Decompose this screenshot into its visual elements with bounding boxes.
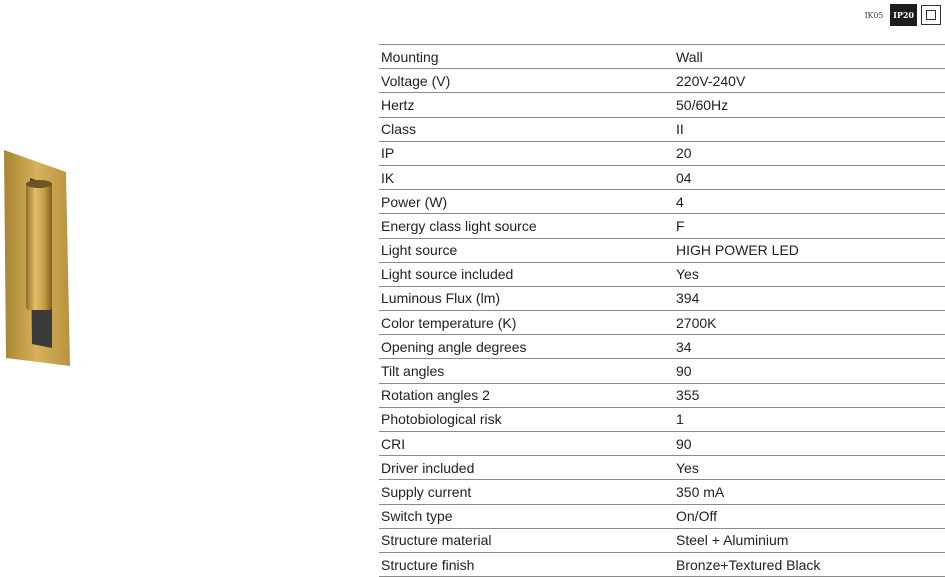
- spec-value: Yes: [674, 456, 945, 480]
- ip-rating-badge: IP20: [890, 4, 917, 26]
- spec-label: Light source included: [379, 262, 674, 286]
- table-row: [379, 93, 945, 117]
- spec-label: Switch type: [379, 504, 674, 528]
- spec-label: Mounting: [379, 45, 674, 69]
- spec-label: Class: [379, 117, 674, 141]
- table-row: [379, 456, 945, 480]
- table-row: [379, 262, 945, 286]
- spec-value: 4: [674, 190, 945, 214]
- table-row: [379, 504, 945, 528]
- spec-value: 04: [674, 165, 945, 189]
- spec-label: Supply current: [379, 480, 674, 504]
- spec-value: 20: [674, 141, 945, 165]
- spec-label: Rotation angles 2: [379, 383, 674, 407]
- spec-value: HIGH POWER LED: [674, 238, 945, 262]
- spec-value: 220V-240V: [674, 69, 945, 93]
- spec-value: 350 mA: [674, 480, 945, 504]
- spec-value: 355: [674, 383, 945, 407]
- spec-value: On/Off: [674, 504, 945, 528]
- spec-value: F: [674, 214, 945, 238]
- table-row: [379, 528, 945, 552]
- table-row: [379, 407, 945, 431]
- spec-label: Light source: [379, 238, 674, 262]
- spec-value: Steel + Aluminium: [674, 528, 945, 552]
- spec-value: 50/60Hz: [674, 93, 945, 117]
- table-row: [379, 45, 945, 69]
- table-row: [379, 335, 945, 359]
- class-ii-double-square-icon: [921, 5, 941, 25]
- spec-label: Hertz: [379, 93, 674, 117]
- table-row: [379, 238, 945, 262]
- spec-label: Energy class light source: [379, 214, 674, 238]
- table-row: [379, 383, 945, 407]
- product-image-wall-lamp: [0, 148, 72, 368]
- spec-value: 90: [674, 432, 945, 456]
- table-row: [379, 480, 945, 504]
- table-row: [379, 359, 945, 383]
- spec-label: Luminous Flux (lm): [379, 286, 674, 310]
- table-row: [379, 311, 945, 335]
- certification-badges: [865, 4, 941, 26]
- spec-label: Structure material: [379, 528, 674, 552]
- spec-value: 90: [674, 359, 945, 383]
- table-row: [379, 190, 945, 214]
- table-row: [379, 141, 945, 165]
- spec-value: II: [674, 117, 945, 141]
- spec-label: Power (W): [379, 190, 674, 214]
- table-row: [379, 117, 945, 141]
- spec-value: 34: [674, 335, 945, 359]
- lamp-tube: [26, 182, 52, 310]
- table-row: [379, 552, 945, 576]
- table-row: [379, 286, 945, 310]
- table-row: [379, 214, 945, 238]
- spec-value: Yes: [674, 262, 945, 286]
- ik-rating-badge: IK05: [864, 10, 884, 20]
- spec-label: IP: [379, 141, 674, 165]
- spec-label: Opening angle degrees: [379, 335, 674, 359]
- spec-label: Photobiological risk: [379, 407, 674, 431]
- spec-value: 2700K: [674, 311, 945, 335]
- table-row: [379, 432, 945, 456]
- spec-label: CRI: [379, 432, 674, 456]
- spec-value: Bronze+Textured Black: [674, 552, 945, 576]
- spec-value: Wall: [674, 45, 945, 69]
- table-row: [379, 69, 945, 93]
- spec-label: Tilt angles: [379, 359, 674, 383]
- spec-label: Driver included: [379, 456, 674, 480]
- spec-label: Color temperature (K): [379, 311, 674, 335]
- spec-label: IK: [379, 165, 674, 189]
- spec-value: 394: [674, 286, 945, 310]
- tube-top: [26, 180, 52, 188]
- specifications-table: [379, 44, 945, 577]
- spec-label: Structure finish: [379, 552, 674, 576]
- spec-label: Voltage (V): [379, 69, 674, 93]
- table-row: [379, 165, 945, 189]
- spec-value: 1: [674, 407, 945, 431]
